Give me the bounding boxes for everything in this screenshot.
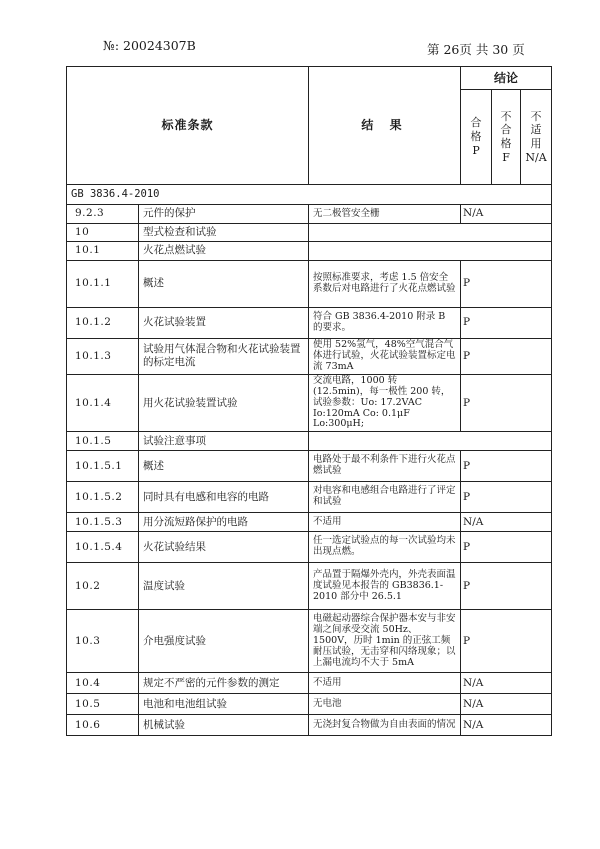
clause-title: 火花试验结果	[139, 532, 309, 563]
verdict: N/A	[461, 513, 552, 532]
table-row	[67, 205, 552, 224]
clause-number: 10.2	[67, 563, 139, 610]
table-row	[67, 532, 552, 563]
verdict: P	[461, 610, 552, 673]
result-text: 不适用	[309, 673, 461, 694]
table-row	[67, 451, 552, 482]
result-text: 无电池	[309, 694, 461, 715]
table-row	[67, 513, 552, 532]
clause-title: 元件的保护	[139, 205, 309, 224]
column-header-result: 结 果	[309, 67, 461, 185]
clause-title: 介电强度试验	[139, 610, 309, 673]
table-row	[67, 242, 552, 261]
verdict: P	[461, 261, 552, 308]
clause-number: 10.5	[67, 694, 139, 715]
verdict: P	[461, 563, 552, 610]
verdict: N/A	[461, 673, 552, 694]
empty-span-cell	[309, 432, 552, 451]
verdict: N/A	[461, 715, 552, 736]
table-row	[67, 563, 552, 610]
table-row	[67, 374, 552, 432]
table-row	[67, 224, 552, 242]
empty-span-cell	[309, 224, 552, 242]
clause-number: 10.6	[67, 715, 139, 736]
table-row	[67, 339, 552, 375]
clause-number: 10.1	[67, 242, 139, 261]
clause-number: 10.4	[67, 673, 139, 694]
table-row	[67, 432, 552, 451]
column-header-conclusion: 结论	[461, 67, 552, 90]
result-text: 无二极管安全栅	[309, 205, 461, 224]
table-row	[67, 673, 552, 694]
report-number: №: 20024307B	[103, 38, 196, 53]
standard-row	[67, 185, 552, 205]
clause-number: 10.1.5.4	[67, 532, 139, 563]
column-header-pass: 合 格 P	[461, 90, 492, 185]
clause-title: 火花点燃试验	[139, 242, 309, 261]
result-text: 不适用	[309, 513, 461, 532]
result-text: 使用 52%氢气，48%空气混合气体进行试验，火花试验装置标定电流 73mA	[309, 339, 461, 375]
clause-number: 10.1.3	[67, 339, 139, 375]
column-header-fail: 不 合 格 F	[492, 90, 521, 185]
clause-title: 试验注意事项	[139, 432, 309, 451]
clause-title: 同时具有电感和电容的电路	[139, 482, 309, 513]
result-text: 电磁起动器综合保护器本安与非安端之间承受交流 50Hz、1500V，历时 1min 的正弦工频耐压试验，无击穿和闪络现象；以上漏电流均不大于 5mA	[309, 610, 461, 673]
clause-title: 用火花试验装置试验	[139, 374, 309, 432]
clause-number: 10	[67, 224, 139, 242]
table-row	[67, 694, 552, 715]
verdict: P	[461, 374, 552, 432]
header-row-1	[67, 67, 552, 90]
verdict: N/A	[461, 694, 552, 715]
verdict: P	[461, 451, 552, 482]
column-header-clause: 标准条款	[67, 67, 309, 185]
table-row	[67, 261, 552, 308]
result-text: 任一选定试验点的每一次试验均未出现点燃。	[309, 532, 461, 563]
clause-number: 10.1.5.3	[67, 513, 139, 532]
verdict: P	[461, 308, 552, 339]
result-text: 对电容和电感组合电路进行了评定和试验	[309, 482, 461, 513]
table-row	[67, 308, 552, 339]
clause-number: 10.1.5	[67, 432, 139, 451]
result-text: 电路处于最不利条件下进行火花点燃试验	[309, 451, 461, 482]
clause-number: 10.1.4	[67, 374, 139, 432]
test-report-table	[66, 66, 552, 736]
clause-title: 机械试验	[139, 715, 309, 736]
clause-number: 10.1.2	[67, 308, 139, 339]
verdict: P	[461, 339, 552, 375]
clause-number: 10.1.5.2	[67, 482, 139, 513]
result-text: 无浇封复合物做为自由表面的情况	[309, 715, 461, 736]
clause-number: 9.2.3	[67, 205, 139, 224]
result-text: 交流电路，1000 转 (12.5min)，每一极性 200 转，试验参数：Uo: 17.2VAC Io:120mA Co: 0.1μF Lo:300μH;	[309, 374, 461, 432]
clause-title: 型式检查和试验	[139, 224, 309, 242]
result-text: 按照标准要求，考虑 1.5 倍安全系数后对电路进行了火花点燃试验	[309, 261, 461, 308]
standard-code: GB 3836.4-2010	[67, 185, 552, 205]
clause-title: 规定不严密的元件参数的测定	[139, 673, 309, 694]
page-info: 第 26页 共 30 页	[427, 42, 525, 57]
column-header-not-applicable: 不 适 用 N/A	[521, 90, 552, 185]
clause-title: 温度试验	[139, 563, 309, 610]
clause-number: 10.1.1	[67, 261, 139, 308]
clause-number: 10.3	[67, 610, 139, 673]
clause-title: 试验用气体混合物和火花试验装置的标定电流	[139, 339, 309, 375]
table-row	[67, 715, 552, 736]
clause-title: 用分流短路保护的电路	[139, 513, 309, 532]
clause-number: 10.1.5.1	[67, 451, 139, 482]
verdict: N/A	[461, 205, 552, 224]
verdict: P	[461, 532, 552, 563]
table-row	[67, 610, 552, 673]
clause-title: 火花试验装置	[139, 308, 309, 339]
table-row	[67, 482, 552, 513]
result-text: 产品置于隔爆外壳内，外壳表面温度试验见本报告的 GB3836.1-2010 部分中 26.5.1	[309, 563, 461, 610]
clause-title: 电池和电池组试验	[139, 694, 309, 715]
verdict: P	[461, 482, 552, 513]
empty-span-cell	[309, 242, 552, 261]
result-text: 符合 GB 3836.4-2010 附录 B 的要求。	[309, 308, 461, 339]
clause-title: 概述	[139, 261, 309, 308]
clause-title: 概述	[139, 451, 309, 482]
